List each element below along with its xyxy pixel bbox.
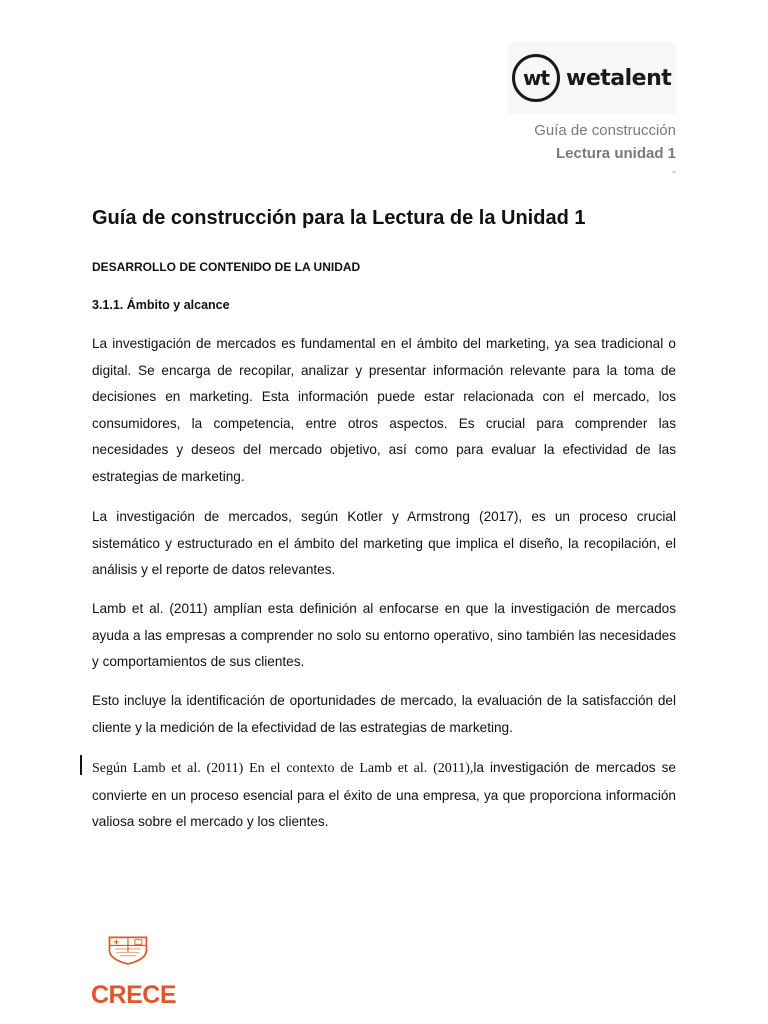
paragraph-2: La investigación de mercados, según Kotler y Armstrong (2017), es un proceso crucial sistemático y estructurado en el ámbito del marketing que implica el diseño, la recopilación, el análisis y el reporte de datos relevantes.	[92, 509, 676, 578]
document-title: Guía de construcción para la Lectura de la Unidad 1	[92, 207, 586, 229]
section-heading: DESARROLLO DE CONTENIDO DE LA UNIDAD	[92, 260, 361, 274]
paragraph-1: La investigación de mercados es fundamental en el ámbito del marketing, ya sea tradicional o digital. Se encarga de recopilar, analizar y presentar información relevante para la toma de decisiones en marketing. Esta información puede estar relacionada con el mercado, los consumidores, la competencia, entre otros aspectos. Es crucial para comprender las necesidades y deseos del mercado objetivo, así como para evaluar la efectividad de las estrategias de marketing.	[92, 336, 676, 484]
paragraph-5[interactable]	[92, 755, 676, 836]
text-cursor	[80, 755, 82, 775]
paragraph-4: Esto incluye la identificación de oportunidades de mercado, la evaluación de la satisfacción del cliente y la medición de la efectividad de las estrategias de marketing.	[92, 693, 676, 735]
wt-logo-mark: wt	[512, 54, 560, 102]
wetalent-logo	[508, 42, 676, 114]
citation-text: Según Lamb et al. (2011) En el contexto de Lamb et al. (2011),	[92, 761, 474, 776]
paragraph-3: Lamb et al. (2011) amplían esta definición al enfocarse en que la investigación de mercados ayuda a las empresas a comprender no solo su entorno operativo, sino también las necesidades y comportamientos de sus clientes.	[92, 601, 676, 670]
crece-shield-icon	[106, 934, 158, 980]
header-guide-label: Guía de construcción	[534, 122, 676, 139]
paragraph-5-body: la investigación de mercados se convierte en un proceso esencial para el éxito de una empresa, ya que proporciona información valiosa sobre el mercado y los clientes.	[92, 760, 676, 830]
crece-wordmark: CRECE	[91, 981, 177, 1009]
wetalent-wordmark: wetalent	[566, 65, 672, 91]
subsection-heading: 3.1.1. Ámbito y alcance	[92, 298, 230, 312]
header-dash: -	[672, 164, 676, 178]
header-unit-label: Lectura unidad 1	[555, 145, 676, 162]
